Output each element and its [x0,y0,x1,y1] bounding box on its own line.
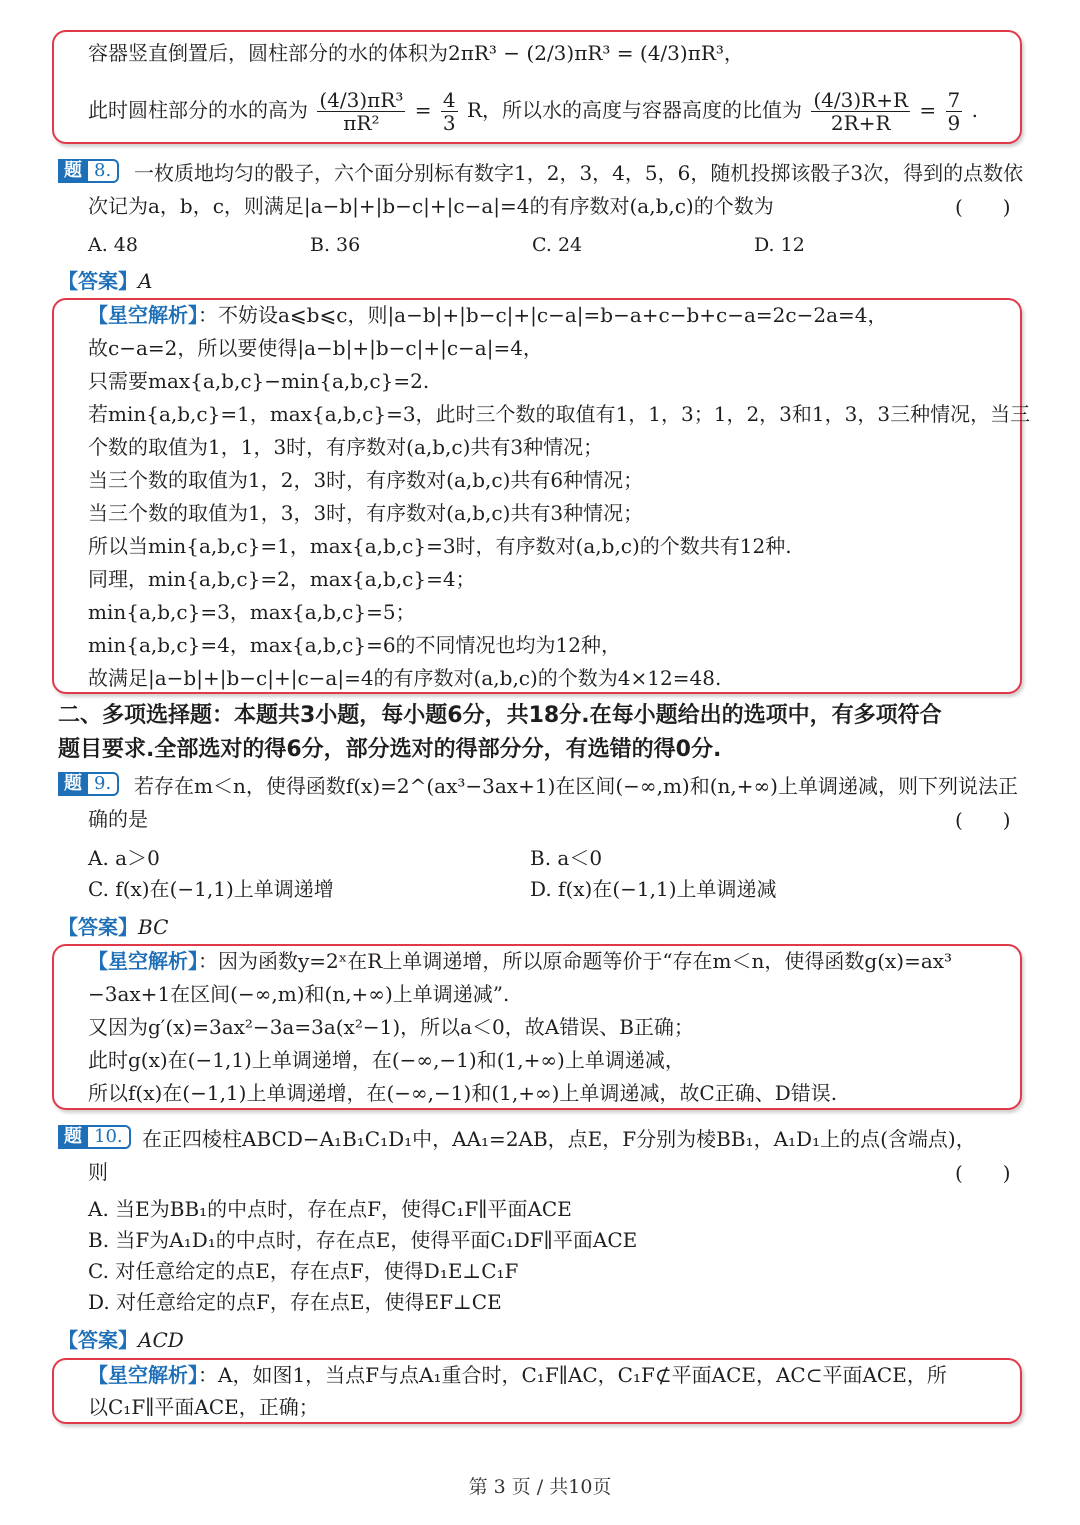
question-9-option-d: D. f(x)在(−1,1)上单调递减 [530,877,777,901]
analysis-line: 又因为g′(x)=3ax²−3a=3a(x²−1)，所以a＜0，故A错误、B正确； [88,1015,694,1039]
question-10-option-d: D. 对任意给定的点F，存在点E，使得EF⊥CE [88,1290,502,1314]
fraction: $\frac{\text{(4/3)πR³}}{\text{πR²}}$ [319,88,404,135]
question-8-tag: 题 8. [58,159,119,183]
question-10-option-a: A. 当E为BB₁的中点时，存在点F，使得C₁F∥平面ACE [88,1197,572,1221]
analysis-line: 个数的取值为1，1，3时，有序数对(a,b,c)共有3种情况； [88,435,604,459]
fraction: $\frac{7}{9}$ [947,88,961,135]
question-10-answer-paren: ( ) [955,1161,1011,1185]
top-line-2-lead: 此时圆柱部分的水的高为 [88,98,308,122]
question-10-option-c: C. 对任意给定的点E，存在点F，使得D₁E⊥C₁F [88,1259,519,1283]
question-9-answer-paren: ( ) [955,808,1011,832]
section-2-heading-line-2: 题目要求.全部选对的得6分，部分选对的得部分分，有选错的得0分. [58,737,722,762]
section-2-heading-line-1: 二、多项选择题：本题共3小题，每小题6分，共18分.在每小题给出的选项中，有多项符合 [58,703,942,728]
question-9-answer: 【答案】BC [58,915,169,939]
question-9-option-a: A. a＞0 [88,846,160,870]
analysis-line: 只需要max{a,b,c}−min{a,b,c}=2. [88,369,430,393]
analysis-line: 若min{a,b,c}=1，max{a,b,c}=3，此时三个数的取值有1，1，3；1，2，3和1，3，3三种情况，当三 [88,402,1031,426]
question-8-line-2: 次记为a，b，c，则满足|a−b|+|b−c|+|c−a|=4的有序数对(a,b,c)的个数为 [88,194,774,218]
analysis-line: 当三个数的取值为1，3，3时，有序数对(a,b,c)共有3种情况； [88,501,644,525]
page-number: 第 3 页 / 共10页 [468,1476,612,1498]
question-9-option-c: C. f(x)在(−1,1)上单调递增 [88,877,334,901]
analysis-line: 同理，min{a,b,c}=2，max{a,b,c}=4； [88,567,476,591]
analysis-line: 所以f(x)在(−1,1)上单调递增，在(−∞,−1)和(1,+∞)上单调递减，故C正确、D错误. [88,1081,838,1105]
question-8-answer: 【答案】A [58,269,153,293]
question-10-option-b: B. 当F为A₁D₁的中点时，存在点E，使得平面C₁DF∥平面ACE [88,1228,638,1252]
question-8-answer-paren: ( ) [955,195,1011,219]
question-10-line-1: 在正四棱柱ABCD−A₁B₁C₁D₁中，AA₁=2AB，点E，F分别为棱BB₁，A₁D₁上的点(含端点)， [142,1127,976,1151]
fraction: $\frac{4}{3}$ [442,88,456,135]
analysis-line: 此时g(x)在(−1,1)上单调递增，在(−∞,−1)和(1,+∞)上单调递减， [88,1048,685,1072]
question-8-option-b: B. 36 [310,234,361,256]
analysis-line: 故c−a=2，所以要使得|a−b|+|b−c|+|c−a|=4， [88,336,543,360]
question-8-line-1: 一枚质地均匀的骰子，六个面分别标有数字1，2，3，4，5，6，随机投掷该骰子3次，得到的点数依 [134,161,1024,185]
question-9-analysis-line-1: 【星空解析】：因为函数y=2ˣ在R上单调递增，所以原命题等价于“存在m＜n，使得函数g(x)=ax³ [88,949,953,973]
analysis-line: 故满足|a−b|+|b−c|+|c−a|=4的有序数对(a,b,c)的个数为4×12=48. [88,666,722,690]
question-8-option-a: A. 48 [88,234,138,256]
question-10-analysis-line-1: 【星空解析】：A，如图1，当点F与点A₁重合时，C₁F∥AC，C₁F⊄平面ACE，AC⊂平面ACE，所 [88,1363,947,1387]
question-9-option-b: B. a＜0 [530,846,603,870]
question-9-line-2: 确的是 [88,807,148,831]
analysis-line: min{a,b,c}=3，max{a,b,c}=5； [88,600,416,624]
question-9-tag: 题 9. [58,772,119,796]
question-10-line-2: 则 [88,1160,108,1184]
question-8-option-c: C. 24 [532,234,583,256]
fraction: $\frac{(4/3)R+R}{2R+R}$ [813,88,909,135]
analysis-line: min{a,b,c}=4，max{a,b,c}=6的不同情况也均为12种， [88,633,622,657]
analysis-line: 当三个数的取值为1，2，3时，有序数对(a,b,c)共有6种情况； [88,468,644,492]
question-9-line-1: 若存在m＜n，使得函数f(x)=2^(ax³−3ax+1)在区间(−∞,m)和(n,+∞)上单调递减，则下列说法正 [134,774,1018,798]
analysis-line: 所以当min{a,b,c}=1，max{a,b,c}=3时，有序数对(a,b,c)的个数共有12种. [88,534,792,558]
analysis-line: 以C₁F∥平面ACE，正确； [88,1395,319,1419]
analysis-line: −3ax+1在区间(−∞,m)和(n,+∞)上单调递减”. [88,982,510,1006]
top-line-2: 此时圆柱部分的水的高为 $\frac{\text{(4/3)πR³}}{\text{πR²}}$ = $\frac{4}{3}$ R，所以水的高度与容器高度的比值为 $\frac{(4/3)R+R}{2R+R}$ = $\frac{7}{9}$ . [88,88,978,135]
question-10-answer: 【答案】ACD [58,1328,184,1352]
question-8-analysis-line-1: 【星空解析】：不妨设a⩽b⩽c，则|a−b|+|b−c|+|c−a|=b−a+c−b+c−a=2c−2a=4， [88,303,888,327]
question-10-tag: 题 10. [58,1125,131,1149]
question-8-option-d: D. 12 [754,234,805,256]
top-line-1: 容器竖直倒置后，圆柱部分的水的体积为2πR³ − (2/3)πR³ = (4/3)πR³， [88,41,744,65]
